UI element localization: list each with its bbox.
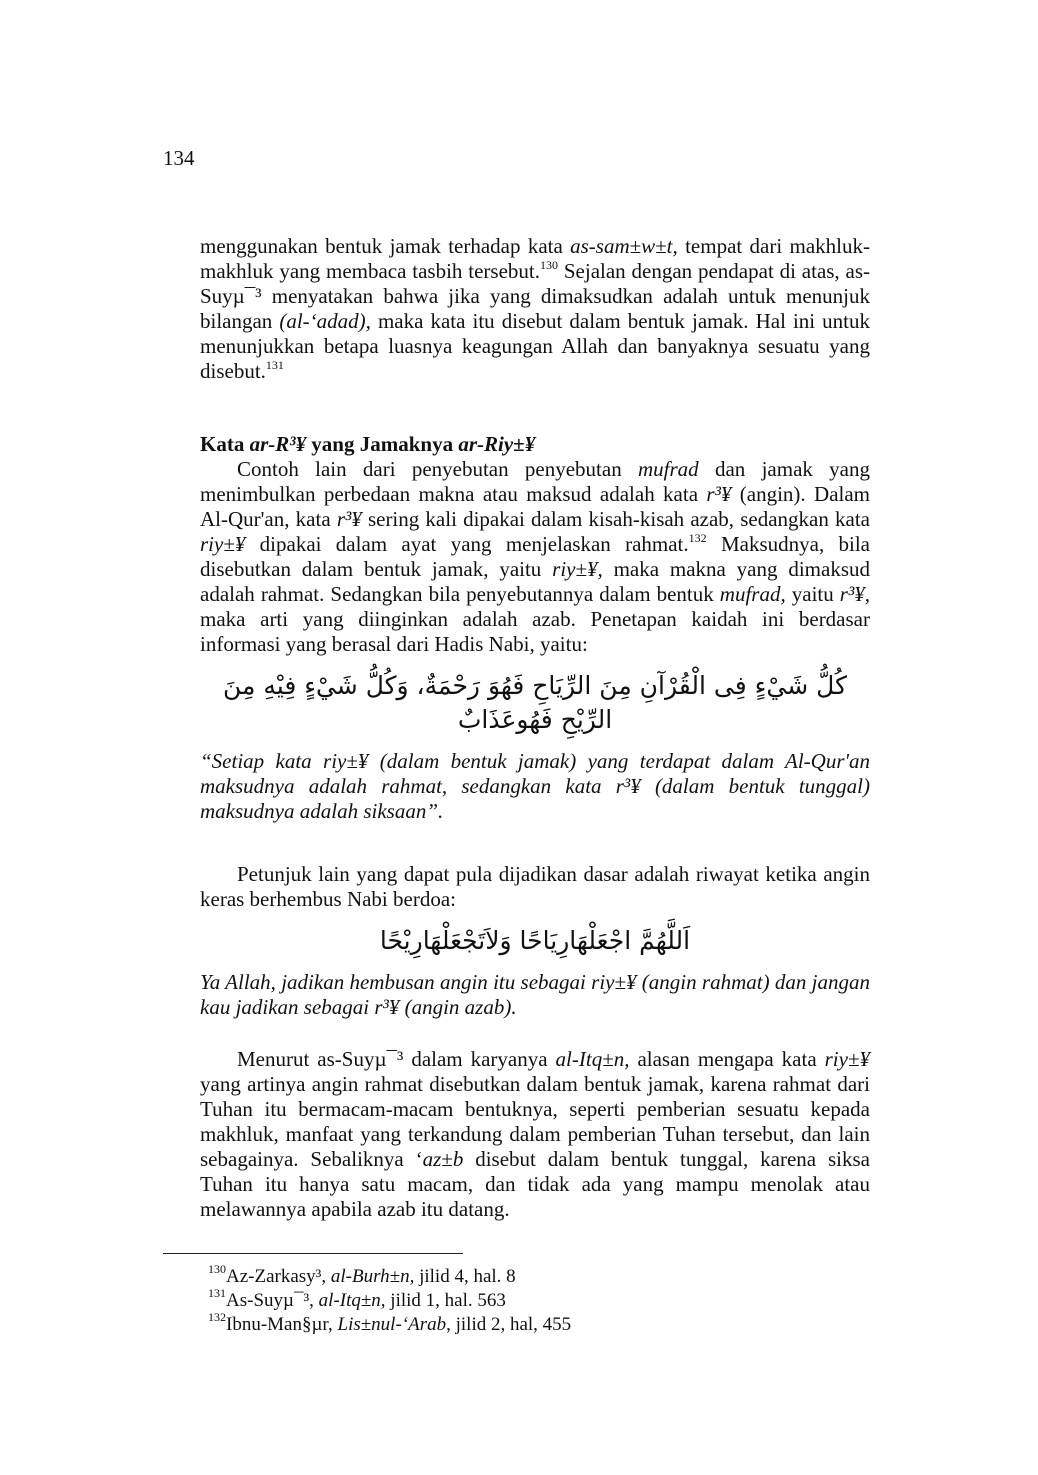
page-number: 134 [163, 146, 195, 170]
prayer-translation: Ya Allah, jadikan hembusan angin itu sebagai riy±¥ (angin rahmat) dan jangan kau jadikan sebagai r³¥ (angin azab). [200, 970, 870, 1019]
arabic-prayer-text: اَللَّهُمَّ اجْعَلْهَارِيَاحًا وَلاَتَجْعَلْهَارِيْحًا [379, 926, 691, 955]
footnote-author: Az-Zarkasy³, [226, 1266, 331, 1287]
text: menggunakan bentuk jamak terhadap kata [200, 234, 571, 258]
text: sering kali dipakai dalam kisah-kisah azab, sedangkan kata [361, 507, 870, 531]
text: maka kata itu disebut dalam bentuk jamak. Hal ini untuk menunjukkan betapa luasnya keagungan Allah dan banyaknya sesuatu yang disebut. [200, 309, 870, 383]
footnote-author: As-Suyµ¯³, [226, 1290, 319, 1311]
footnote-divider [163, 1253, 463, 1254]
text: yaitu [785, 582, 840, 606]
italic-term: r³¥ [336, 507, 362, 531]
footnote-author: Ibnu-Man§µr, [226, 1314, 338, 1335]
text: Sejalan dengan pendapat di atas, as-Suyµ¯³ menyatakan bahwa jika yang dimaksudkan adalah untuk menunjuk bilangan [200, 259, 871, 333]
text: yang artinya angin rahmat disebutkan dalam bentuk jamak, karena rahmat dari Tuhan itu bermacam-macam bentuknya, seperti pemberian sesuatu kepada makhluk, manfaat yang terkandung dalam pemberian Tuhan tersebut, dan lain sebagainya. Sebaliknya ‘ [200, 1072, 870, 1171]
footnote-ref-132[interactable]: 132 [688, 531, 707, 545]
italic-term: az±b [422, 1147, 464, 1171]
italic-term: r³¥, [839, 582, 870, 606]
text: (angin). Dalam Al-Qur'an, kata [200, 482, 871, 531]
footnote-ref-130[interactable]: 130 [540, 258, 559, 272]
italic-term: mufrad, [719, 582, 786, 606]
footnote-131 [208, 1286, 808, 1313]
text: dipakai dalam ayat yang menjelaskan rahmat. [245, 532, 689, 556]
footnote-title: al-Burh±n, [330, 1266, 415, 1287]
footnote-number: 131 [208, 1286, 226, 1300]
page-body [200, 234, 870, 1222]
text: Contoh lain dari penyebutan penyebutan [237, 457, 638, 481]
footnote-title: Lis±nul-‘Arab [337, 1314, 447, 1335]
arabic-hadith-text: كُلُّ شَيْءٍ فِى الْقُرْآنِ مِنَ الرِّيَاحِ فَهُوَ رَحْمَةٌ، وَكُلُّ شَيْءٍ فِيْهِ مِنَ الرِّيْحِ فَهُوعَذَابٌ [223, 671, 847, 734]
italic-term: riy±¥ [824, 1047, 870, 1071]
italic-term: riy±¥, [552, 557, 603, 581]
paragraph-4 [200, 1047, 870, 1222]
italic-term: al-Itq±n, [555, 1047, 630, 1071]
paragraph-1 [200, 234, 870, 384]
heading-term: ar-R³¥ [249, 432, 307, 456]
italic-term: r³¥ [706, 482, 732, 506]
footnote-number: 132 [208, 1310, 226, 1324]
footnote-title: al-Itq±n, [318, 1290, 386, 1311]
heading-term: ar-Riy±¥ [458, 432, 536, 456]
italic-term: riy±¥ [200, 532, 246, 556]
heading-text: yang Jamaknya [306, 432, 459, 456]
text: maka arti yang diinginkan adalah azab. Penetapan kaidah ini berdasar informasi yang berasal dari Hadis Nabi, yaitu: [200, 607, 870, 656]
footnote-detail: jilid 4, hal. 8 [414, 1266, 516, 1287]
footnote-detail: jilid 1, hal. 563 [385, 1290, 506, 1311]
footnote-detail: , jilid 2, hal, 455 [446, 1314, 572, 1335]
text: maka makna yang dimaksud adalah rahmat. Sedangkan bila penyebutannya dalam bentuk [200, 557, 870, 606]
text: Menurut as-Suyµ¯³ dalam karyanya [237, 1047, 556, 1071]
text: tempat dari makhluk-makhluk yang membaca tasbih tersebut. [200, 234, 871, 283]
footnotes [208, 1262, 808, 1337]
paragraph-3: Petunjuk lain yang dapat pula dijadikan dasar adalah riwayat ketika angin keras berhembus Nabi berdoa: [200, 862, 870, 911]
text: dan jamak yang menimbulkan perbedaan makna atau maksud adalah kata [200, 457, 870, 506]
text: alasan mengapa kata [629, 1047, 825, 1071]
text: Maksudnya, bila disebutkan dalam bentuk jamak, yaitu [200, 532, 870, 581]
heading-text: Kata [200, 432, 250, 456]
hadith-translation: “Setiap kata riy±¥ (dalam bentuk jamak) yang terdapat dalam Al-Qur'an maksudnya adalah rahmat, sedangkan kata r³¥ (dalam bentuk tunggal) maksudnya adalah siksaan”. [200, 749, 870, 823]
italic-term: mufrad [638, 457, 699, 481]
footnote-ref-131[interactable]: 131 [265, 358, 284, 372]
text: disebut dalam bentuk tunggal, karena siksa Tuhan itu hanya satu macam, dan tidak ada yang mampu menolak atau melawannya apabila azab itu datang. [200, 1147, 870, 1221]
italic-term: (al-‘adad), [279, 309, 371, 333]
footnote-130 [208, 1262, 808, 1289]
footnote-132 [208, 1310, 808, 1337]
section-heading [200, 432, 870, 457]
italic-term: as-sam±w±t, [570, 234, 678, 258]
footnote-number: 130 [208, 1262, 226, 1276]
paragraph-2 [200, 457, 870, 657]
